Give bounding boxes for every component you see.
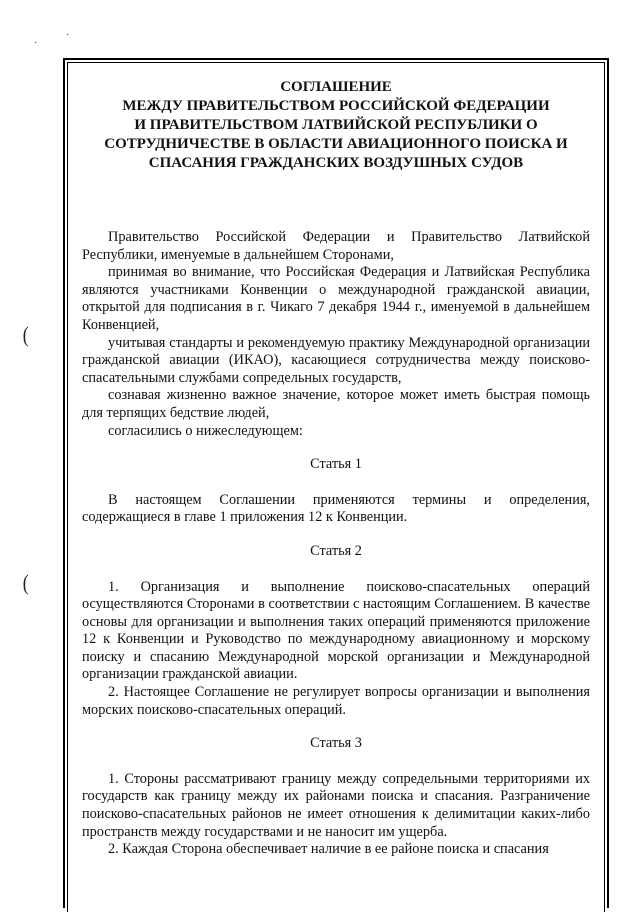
- document-body: [82, 78, 590, 859]
- preamble-paragraph: учитывая стандарты и рекомендуемую практику Международной организации гражданской авиации (ИКАО), касающиеся сотрудничества между поисково-спасательными службами сопредельных государств,: [82, 334, 590, 386]
- preamble-paragraph: Правительство Российской Федерации и Правительство Латвийской Республики, именуемые в дальнейшем Сторонами,: [82, 229, 590, 263]
- article-paragraph: 1. Организация и выполнение поисково-спасательных операций осуществляются Сторонами в соответствии с настоящим Соглашением. В качестве основы для организации и выполнения таких операций применяются приложение 12 к Конвенции и Руководство по международному авиационному и морскому поиску и спасанию Международной морской организации и Международной организации гражданской авиации.: [82, 578, 590, 683]
- scan-dot: ·: [34, 38, 38, 49]
- scan-dot: ·: [66, 30, 70, 41]
- article-paragraph: 2. Настоящее Соглашение не регулирует вопросы организации и выполнения морских поисково-спасательных операций.: [82, 684, 590, 718]
- title-line: И ПРАВИТЕЛЬСТВОМ ЛАТВИЙСКОЙ РЕСПУБЛИКИ О: [134, 117, 538, 133]
- title-line: СПАСАНИЯ ГРАЖДАНСКИХ ВОЗДУШНЫХ СУДОВ: [148, 155, 524, 171]
- title-line: СОТРУДНИЧЕСТВЕ В ОБЛАСТИ АВИАЦИОННОГО ПОИСКА И: [104, 136, 568, 152]
- preamble-paragraph: сознавая жизненно важное значение, которое может иметь быстрая помощь для терпящих бедствие людей,: [82, 387, 590, 421]
- preamble-paragraph: согласились о нижеследующем:: [108, 422, 303, 439]
- article-paragraph: 1. Стороны рассматривают границу между сопредельными территориями их государств как границу между их районами поиска и спасания. Разграничение поисково-спасательных районов не имеет отношения к делимитации каких-либо пространств между государствами и не наносит им ущерба.: [82, 770, 590, 840]
- document-title: [82, 78, 590, 173]
- punch-hole-mark: (: [22, 322, 29, 347]
- article-heading: Статья 2: [310, 542, 362, 559]
- title-line: СОГЛАШЕНИЕ: [280, 79, 392, 95]
- article-heading: Статья 3: [310, 735, 362, 752]
- preamble-paragraph: принимая во внимание, что Российская Федерация и Латвийская Республика являются участниками Конвенции о международной гражданской авиации, открытой для подписания в г. Чикаго 7 декабря 1944 г., именуемой в дальнейшем Конвенцией,: [82, 264, 590, 333]
- article-heading: Статья 1: [310, 456, 362, 473]
- article-paragraph: В настоящем Соглашении применяются термины и определения, содержащиеся в главе 1 приложения 12 к Конвенции.: [82, 491, 590, 526]
- article-paragraph: 2. Каждая Сторона обеспечивает наличие в ее районе поиска и спасания: [108, 841, 549, 858]
- punch-hole-mark: (: [22, 570, 29, 595]
- agreement-text: [82, 229, 590, 859]
- title-line: МЕЖДУ ПРАВИТЕЛЬСТВОМ РОССИЙСКОЙ ФЕДЕРАЦИИ: [122, 98, 550, 114]
